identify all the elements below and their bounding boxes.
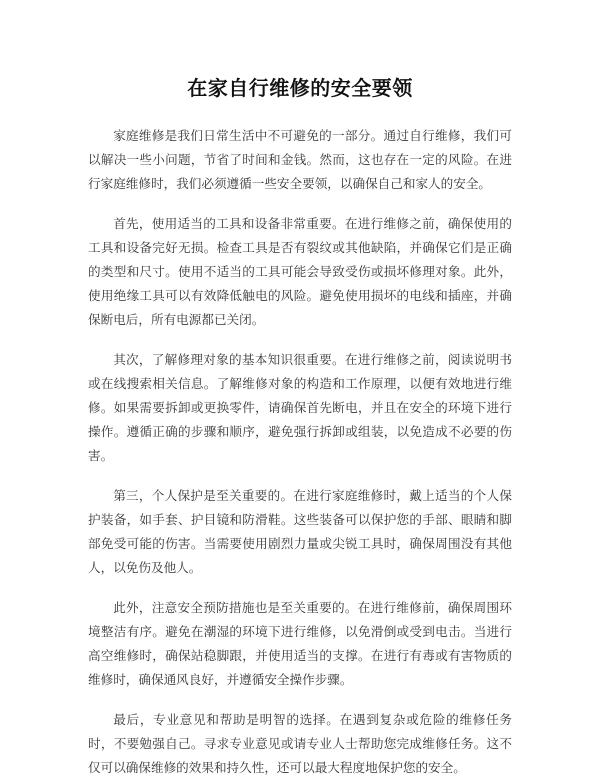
paragraph-tools: 首先，使用适当的工具和设备非常重要。在进行维修之前，确保使用的工具和设备完好无损。检查工具是否有裂纹或其他缺陷，并确保它们是正确的类型和尺寸。使用不适当的工具可能会导致受伤或损坏修理对象。此外，使用绝缘工具可以有效降低触电的风险。避免使用损坏的电线和插座，并确保断电后，所有电源都已关闭。 — [88, 216, 512, 327]
document-body — [88, 124, 512, 780]
paragraph-professional: 最后，专业意见和帮助是明智的选择。在遇到复杂或危险的维修任务时，不要勉强自己。寻求专业意见或请专业人士帮助您完成维修任务。这不仅可以确保维修的效果和持久性，还可以最大程度地保护您的安全。 — [88, 712, 512, 775]
paragraph-precautions: 此外，注意安全预防措施也是至关重要的。在进行维修前，确保周围环境整洁有序。避免在潮湿的环境下进行维修，以免滑倒或受到电击。当进行高空维修时，确保站稳脚跟，并使用适当的支撑。在进行有毒或有害物质的维修时，确保通风良好，并遵循安全操作步骤。 — [88, 600, 512, 687]
paragraph-intro: 家庭维修是我们日常生活中不可避免的一部分。通过自行维修，我们可以解决一些小问题，节省了时间和金钱。然而，这也存在一定的风险。在进行家庭维修时，我们必须遵循一些安全要领，以确保自己和家人的安全。 — [88, 128, 512, 191]
paragraph-protection: 第三，个人保护是至关重要的。在进行家庭维修时，戴上适当的个人保护装备，如手套、护目镜和防滑鞋。这些装备可以保护您的手部、眼睛和脚部免受可能的伤害。当需要使用剧烈力量或尖锐工具时，确保周围没有其他人，以免伤及他人。 — [88, 488, 512, 575]
document-title: 在家自行维修的安全要领 — [187, 76, 413, 100]
paragraph-knowledge: 其次，了解修理对象的基本知识很重要。在进行维修之前，阅读说明书或在线搜索相关信息。了解维修对象的构造和工作原理，以便有效地进行维修。如果需要拆卸或更换零件，请确保首先断电，并且在安全的环境下进行操作。遵循正确的步骤和顺序，避免强行拆卸或组装，以免造成不必要的伤害。 — [88, 352, 512, 463]
